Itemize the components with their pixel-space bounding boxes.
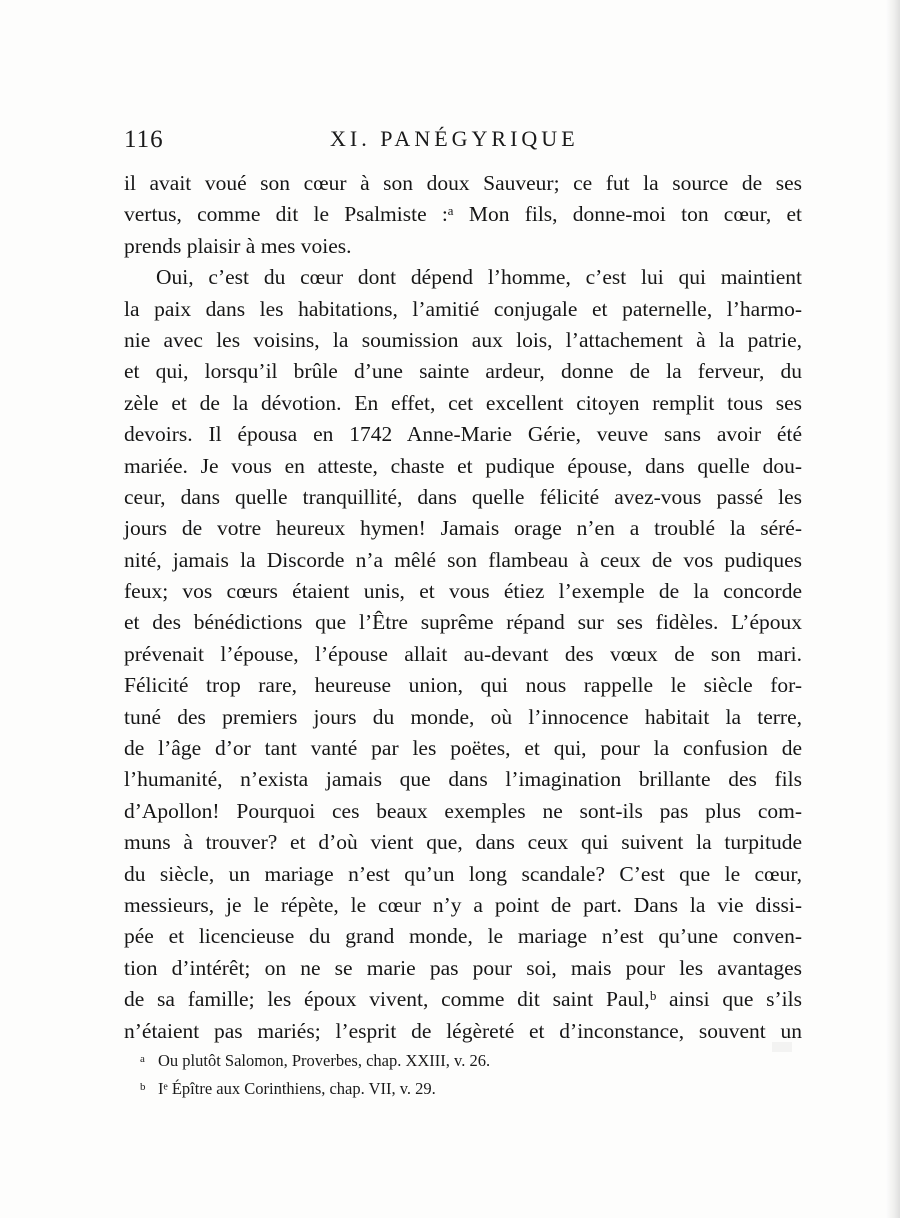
text-line: messieurs, je le répète, le cœur n’y a point de part. Dans la vie dissi- [124, 892, 802, 917]
text-line: devoirs. Il épousa en 1742 Anne-Marie Gérie, veuve sans avoir été [124, 422, 802, 447]
text-line: nité, jamais la Discorde n’a mêlé son flambeau à ceux de vos pudiques [124, 547, 802, 572]
text-line: d’Apollon! Pourquoi ces beaux exemples ne sont-ils pas plus com- [124, 798, 802, 823]
footnote-text: Ou plutôt Salomon, Proverbes, chap. XXIII, v. 26. [158, 1051, 491, 1070]
text-line: il avait voué son cœur à son doux Sauveur; ce fut la source de ses [124, 171, 802, 195]
text-line: Oui, c’est du cœur dont dépend l’homme, c’est lui qui maintient [156, 265, 802, 290]
text-line: l’humanité, n’exista jamais que dans l’imagination brillante des fils [124, 767, 802, 792]
page-number: 116 [124, 126, 164, 153]
text-line: tuné des premiers jours du monde, où l’innocence habitait la terre, [124, 704, 802, 729]
footnotes [140, 1046, 800, 1102]
text-line: de l’âge d’or tant vanté par les poëtes, et qui, pour la confusion de [124, 736, 802, 761]
text-line: n’étaient pas mariés; l’esprit de légèreté et d’inconstance, souvent un [124, 1018, 802, 1043]
footnote [140, 1046, 800, 1074]
text-line: jours de votre heureux hymen! Jamais orage n’en a troublé la séré- [124, 516, 802, 541]
text-line: muns à trouver? et d’où vient que, dans ceux qui suivent la turpitude [124, 830, 802, 855]
text-line: prends plaisir à mes voies. [124, 233, 352, 258]
text-line: feux; vos cœurs étaient unis, et vous étiez l’exemple de la concorde [124, 579, 802, 604]
text-line: de sa famille; les époux vivent, comme dit saint Paul,ᵇ ainsi que s’ils [124, 987, 802, 1012]
footnote [140, 1074, 800, 1102]
text-line: ceur, dans quelle tranquillité, dans quelle félicité avez-vous passé les [124, 484, 802, 509]
text-line: zèle et de la dévotion. En effet, cet excellent citoyen remplit tous ses [124, 390, 802, 415]
footnote-mark: a [140, 1053, 145, 1065]
body-text [124, 168, 802, 1047]
text-line: Félicité trop rare, heureuse union, qui nous rappelle le siècle for- [124, 673, 802, 698]
page-header [124, 126, 800, 160]
text-line: tion d’intérêt; on ne se marie pas pour soi, mais pour les avantages [124, 955, 802, 980]
text-line: et qui, lorsqu’il brûle d’une sainte ardeur, donne de la ferveur, du [124, 359, 802, 384]
text-line: nie avec les voisins, la soumission aux lois, l’attachement à la patrie, [124, 327, 802, 352]
text-line: du siècle, un mariage n’est qu’un long scandale? C’est que le cœur, [124, 861, 802, 886]
footnote-mark: b [140, 1081, 146, 1093]
text-line: vertus, comme dit le Psalmiste :ᵃ Mon fils, donne-moi ton cœur, et [124, 202, 802, 227]
text-line: pée et licencieuse du grand monde, le mariage n’est qu’une conven- [124, 924, 802, 949]
text-line: et des bénédictions que l’Être suprême répand sur ses fidèles. L’époux [124, 610, 802, 635]
text-line: mariée. Je vous en atteste, chaste et pudique épouse, dans quelle dou- [124, 453, 802, 478]
page-edge-shadow [886, 0, 900, 1218]
text-line: prévenait l’épouse, l’épouse allait au-devant des vœux de son mari. [124, 641, 802, 666]
footnote-text: Iᵉ Épître aux Corinthiens, chap. VII, v. 29. [158, 1079, 436, 1098]
running-title: XI. PANÉGYRIQUE [330, 126, 579, 151]
text-line: la paix dans les habitations, l’amitié conjugale et paternelle, l’harmo- [124, 296, 802, 321]
